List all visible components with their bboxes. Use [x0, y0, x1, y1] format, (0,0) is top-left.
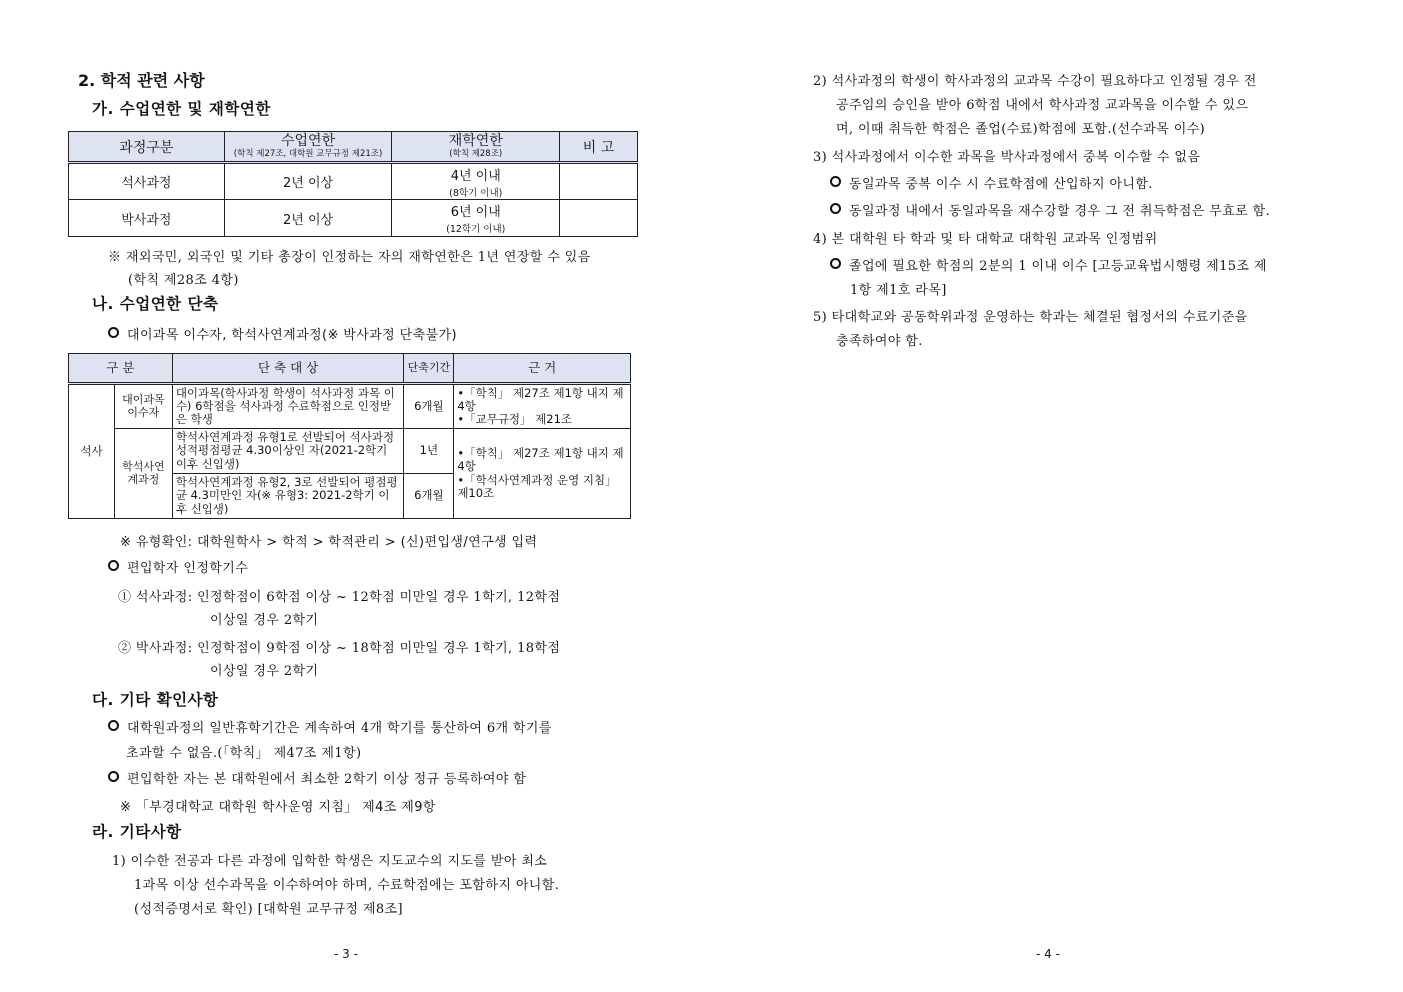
note-extension-ref: (학칙 제28조 4항): [128, 273, 239, 288]
item-5-line2: 충족하여야 함.: [836, 334, 923, 349]
cell-course: 박사과정: [69, 200, 225, 237]
note-extension: ※ 재외국민, 외국인 및 기타 총장이 인정하는 자의 재학연한은 1년 연장할 수 있음: [108, 250, 591, 265]
table-row: [69, 384, 631, 429]
cell-type: 대이과목이수자: [114, 384, 172, 429]
cell-course: 석사과정: [69, 163, 225, 200]
item-d1-line2: 1과목 이상 선수과목을 이수하여야 하며, 수료학점에는 포함하지 아니함.: [134, 878, 560, 893]
cell-study: 2년 이상: [224, 163, 392, 200]
transfer-master-1: ① 석사과정: 인정학점이 6학점 이상 ~ 12학점 미만일 경우 1학기, 12학점: [118, 590, 561, 605]
transfer-master-2: 이상일 경우 2학기: [210, 613, 319, 628]
table-row: [69, 163, 638, 200]
transfer-doctor-2: 이상일 경우 2학기: [210, 664, 319, 679]
subsection-b-title: 나. 수업연한 단축: [92, 295, 219, 313]
note-guideline: ※ 「부경대학교 대학원 학사운영 지침」 제4조 제9항: [120, 800, 436, 815]
bullet-leave-cont: 초과할 수 없음.(「학칙」 제47조 제1항): [126, 746, 362, 761]
bullet-transfer-register: 편입학한 자는 본 대학원에서 최소한 2학기 이상 정규 등록하여야 함: [108, 768, 526, 787]
item-2-line2: 공주임의 승인을 받아 6학점 내에서 학사과정 교과목을 이수할 수 있으: [836, 98, 1249, 113]
item-4-bullet-1: 졸업에 필요한 학점의 2분의 1 이내 이수 [고등교육법시행령 제15조 제: [830, 255, 1267, 274]
item-3-bullet-2: 동일과정 내에서 동일과목을 재수강할 경우 그 전 취득학점은 무효로 함.: [830, 200, 1270, 219]
header-study-period: 수업연한 (학칙 제27조, 대학원 교무규정 제21조): [224, 132, 392, 163]
cell-period: 6개월: [404, 384, 454, 429]
cell-master: 석사: [69, 384, 115, 519]
cell-basis: •「학칙」 제27조 제1항 내지 제4항 •「학석사연계과정 운영 지침」 제10조: [454, 429, 631, 519]
section-title: 2. 학적 관련 사항: [78, 71, 205, 90]
header-enroll-period: 재학연한 (학칙 제28조): [392, 132, 560, 163]
cell-note: [560, 200, 638, 237]
item-3: 3) 석사과정에서 이수한 과목을 박사과정에서 중복 이수할 수 없음: [813, 150, 1201, 165]
bullet-shorten-target: 대이과목 이수자, 학석사연계과정(※ 박사과정 단축불가): [108, 324, 457, 343]
item-4-bullet-1-cont: 1항 제1호 라목]: [850, 283, 947, 298]
subsection-d-title: 라. 기타사항: [92, 823, 182, 841]
header-period: 단축기간: [404, 354, 454, 384]
item-d1-line1: 1) 이수한 전공과 다른 과정에 입학한 학생은 지도교수의 지도를 받아 최소: [112, 854, 548, 869]
cell-target: 대이과목(학사과정 학생이 석사과정 과목 이수) 6학점을 석사과정 수료학점으로 인정받은 학생: [172, 384, 404, 429]
cell-enroll: 4년 이내 (8학기 이내): [392, 163, 560, 200]
cell-period: 6개월: [404, 474, 454, 519]
cell-study: 2년 이상: [224, 200, 392, 237]
cell-note: [560, 163, 638, 200]
item-5-line1: 5) 타대학교와 공동학위과정 운영하는 학과는 체결된 협정서의 수료기준을: [813, 310, 1248, 325]
cell-target: 학석사연계과정 유형2, 3로 선발되어 평점평균 4.3미만인 자(※ 유형3: 2021-2학기 이후 신입생): [172, 474, 404, 519]
page-number-left: - 3 -: [334, 947, 358, 961]
cell-type: 학석사연계과정: [114, 429, 172, 519]
page-number-right: - 4 -: [1036, 947, 1060, 961]
subsection-a-title: 가. 수업연한 및 재학연한: [92, 100, 271, 118]
period-table: [68, 131, 638, 237]
cell-period: 1년: [404, 429, 454, 474]
header-category: 구 분: [69, 354, 173, 384]
bullet-transfer: 편입학자 인정학기수: [108, 557, 248, 576]
header-target: 단 축 대 상: [172, 354, 404, 384]
item-d1-line3: (성적증명서로 확인) [대학원 교무규정 제8조]: [134, 902, 403, 917]
subsection-c-title: 다. 기타 확인사항: [92, 691, 219, 709]
table-row: [69, 200, 638, 237]
cell-target: 학석사연계과정 유형1로 선발되어 석사과정 성적평점평균 4.30이상인 자(2021-2학기 이후 신입생): [172, 429, 404, 474]
note-type-check: ※ 유형확인: 대학원학사 > 학적 > 학적관리 > (신)편입생/연구생 입력: [120, 535, 538, 550]
item-2-line3: 며, 이때 취득한 학점은 졸업(수료)학점에 포함.(선수과목 이수): [836, 122, 1206, 137]
header-note: 비 고: [560, 132, 638, 163]
bullet-leave: 대학원과정의 일반휴학기간은 계속하여 4개 학기를 통산하여 6개 학기를: [108, 717, 552, 736]
shorten-table: [68, 353, 631, 519]
header-course: 과정구분: [69, 132, 225, 163]
item-4: 4) 본 대학원 타 학과 및 타 대학교 대학원 교과목 인정범위: [813, 232, 1158, 247]
header-basis: 근 거: [454, 354, 631, 384]
cell-enroll: 6년 이내 (12학기 이내): [392, 200, 560, 237]
cell-basis: •「학칙」 제27조 제1항 내지 제4항 •「교무규정」 제21조: [454, 384, 631, 429]
table-row: [69, 429, 631, 474]
transfer-doctor-1: ② 박사과정: 인정학점이 9학점 이상 ~ 18학점 미만일 경우 1학기, 18학점: [118, 641, 561, 656]
item-2-line1: 2) 석사과정의 학생이 학사과정의 교과목 수강이 필요하다고 인정될 경우 전: [813, 74, 1257, 89]
item-3-bullet-1: 동일과목 중복 이수 시 수료학점에 산입하지 아니함.: [830, 173, 1153, 192]
